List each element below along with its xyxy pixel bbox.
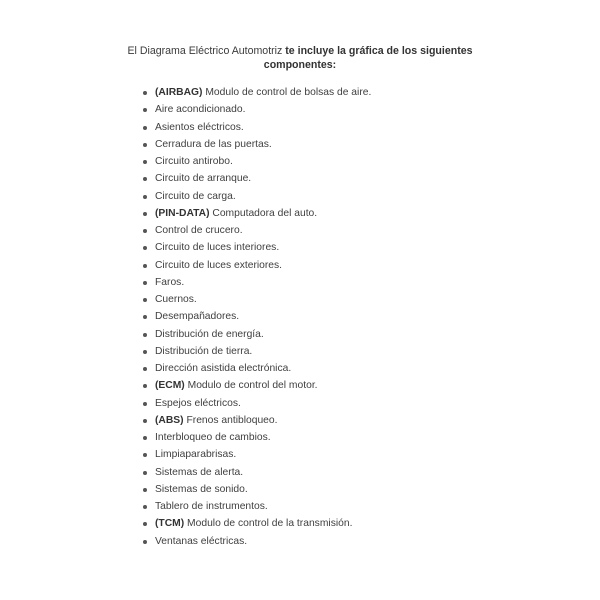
bullet-icon	[143, 522, 147, 526]
item-text: Circuito de carga.	[155, 190, 236, 202]
bullet-icon	[143, 281, 147, 285]
item-abbreviation: (ECM)	[155, 380, 185, 392]
item-text: Limpiaparabrisas.	[155, 449, 237, 461]
list-item	[141, 291, 371, 308]
list-item	[141, 84, 371, 101]
item-text: Interbloqueo de cambios.	[155, 432, 271, 443]
item-text: Sistemas de alerta.	[155, 466, 244, 478]
bullet-icon	[143, 315, 147, 319]
bullet-icon	[143, 160, 147, 164]
bullet-icon	[143, 350, 147, 354]
item-text: Sistemas de sonido.	[155, 483, 248, 495]
item-text: Modulo de control de bolsas de aire.	[202, 87, 372, 98]
item-abbreviation: (AIRBAG)	[155, 87, 203, 98]
list-item	[141, 412, 371, 429]
list-item	[141, 360, 371, 377]
list-item	[141, 446, 371, 463]
list-item	[141, 308, 371, 325]
item-text: Aire acondicionado.	[155, 104, 246, 116]
item-text: Distribución de energía.	[155, 328, 264, 340]
intro-bold-text-continued: componentes:	[263, 59, 337, 71]
item-text: Tablero de instrumentos.	[155, 501, 268, 512]
item-text: Circuito de luces interiores.	[155, 242, 280, 254]
item-text: Frenos antibloqueo.	[183, 414, 278, 426]
item-text: Ventanas eléctricas.	[155, 535, 248, 547]
item-text: Computadora del auto.	[209, 207, 318, 219]
item-text: Circuito antirobo.	[155, 156, 233, 167]
item-text: Circuito de arranque.	[155, 173, 252, 185]
bullet-icon	[143, 453, 147, 457]
item-text: Distribución de tierra.	[155, 345, 253, 357]
bullet-icon	[143, 471, 147, 475]
list-item	[141, 205, 371, 222]
item-abbreviation: (PIN-DATA)	[155, 207, 210, 219]
list-item	[141, 343, 371, 360]
list-item	[141, 533, 371, 550]
item-text: Modulo de control del motor.	[184, 380, 318, 392]
bullet-icon	[143, 143, 147, 147]
item-text: Faros.	[155, 276, 185, 288]
bullet-icon	[143, 488, 147, 492]
list-item	[141, 395, 371, 412]
item-text: Modulo de control de la transmisión.	[184, 518, 353, 530]
item-text: Circuito de luces exteriores.	[155, 259, 283, 271]
list-item	[141, 464, 371, 481]
item-text: Desempañadores.	[155, 311, 240, 323]
intro-paragraph	[110, 44, 490, 72]
list-item	[141, 153, 371, 170]
bullet-icon	[143, 212, 147, 216]
bullet-icon	[143, 367, 147, 371]
list-item	[141, 170, 371, 187]
bullet-icon	[143, 419, 147, 423]
bullet-icon	[143, 126, 147, 130]
bullet-icon	[143, 91, 147, 95]
item-text: Cerradura de las puertas.	[155, 138, 272, 150]
list-item	[141, 515, 371, 532]
list-item	[141, 257, 371, 274]
item-abbreviation: (ABS)	[155, 414, 184, 426]
list-item	[141, 274, 371, 291]
bullet-icon	[143, 264, 147, 268]
list-item	[141, 119, 371, 136]
bullet-icon	[143, 505, 147, 509]
item-text: Cuernos.	[155, 294, 197, 305]
item-text: Dirección asistida electrónica.	[155, 363, 292, 374]
list-item	[141, 326, 371, 343]
list-item	[141, 498, 371, 515]
list-item	[141, 481, 371, 498]
item-text: Control de crucero.	[155, 225, 243, 236]
list-item	[141, 222, 371, 239]
list-item	[141, 101, 371, 118]
list-item	[141, 136, 371, 153]
list-item	[141, 429, 371, 446]
bullet-icon	[143, 402, 147, 406]
bullet-icon	[143, 108, 147, 112]
list-item	[141, 188, 371, 205]
item-text: Asientos eléctricos.	[155, 121, 244, 133]
bullet-icon	[143, 436, 147, 440]
list-item	[141, 239, 371, 256]
item-text: Espejos eléctricos.	[155, 397, 241, 409]
bullet-icon	[143, 333, 147, 337]
bullet-icon	[143, 540, 147, 544]
intro-text: El Diagrama Eléctrico Automotriz	[127, 45, 286, 57]
bullet-icon	[143, 298, 147, 302]
component-list	[141, 84, 371, 550]
bullet-icon	[143, 246, 147, 250]
intro-bold-text: te incluye la gráfica de los siguientes	[285, 45, 473, 57]
item-abbreviation: (TCM)	[155, 518, 185, 530]
bullet-icon	[143, 177, 147, 181]
bullet-icon	[143, 229, 147, 233]
list-item	[141, 377, 371, 394]
bullet-icon	[143, 195, 147, 199]
bullet-icon	[143, 384, 147, 388]
